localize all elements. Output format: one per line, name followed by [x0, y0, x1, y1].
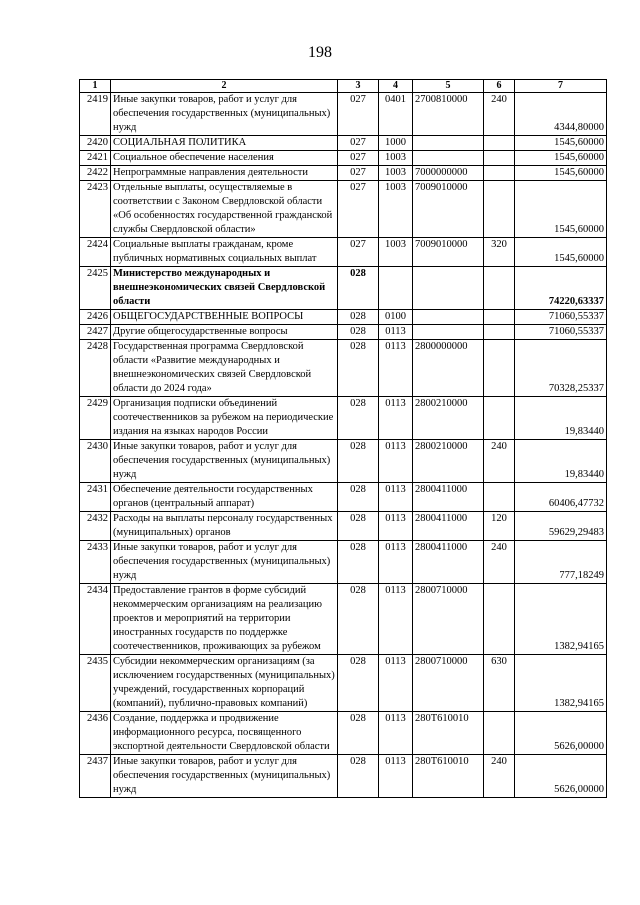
column-header-1: 1 [80, 80, 111, 93]
table-row [80, 755, 607, 798]
column-header-5: 5 [413, 80, 484, 93]
row-amount: 70328,25337 [515, 340, 607, 397]
row-code-5: 7009010000 [413, 181, 484, 238]
row-name: СОЦИАЛЬНАЯ ПОЛИТИКА [111, 136, 338, 151]
row-number: 2421 [80, 151, 111, 166]
row-number: 2423 [80, 181, 111, 238]
row-amount: 60406,47732 [515, 483, 607, 512]
row-number: 2429 [80, 397, 111, 440]
row-number: 2425 [80, 267, 111, 310]
row-code-5: 2800000000 [413, 340, 484, 397]
table-row [80, 166, 607, 181]
row-name: Обеспечение деятельности государственных органов (центральный аппарат) [111, 483, 338, 512]
row-number: 2437 [80, 755, 111, 798]
row-name: Другие общегосударственные вопросы [111, 325, 338, 340]
row-amount: 1382,94165 [515, 655, 607, 712]
row-number: 2433 [80, 541, 111, 584]
row-amount: 71060,55337 [515, 325, 607, 340]
column-header-3: 3 [338, 80, 379, 93]
table-row [80, 440, 607, 483]
row-code-6: 320 [484, 238, 515, 267]
row-number: 2436 [80, 712, 111, 755]
row-code-6 [484, 584, 515, 655]
row-code-5: 2800710000 [413, 655, 484, 712]
row-code-3: 028 [338, 512, 379, 541]
table-row [80, 340, 607, 397]
row-code-6: 630 [484, 655, 515, 712]
row-code-3: 027 [338, 166, 379, 181]
row-name: Иные закупки товаров, работ и услуг для обеспечения государственных (муниципальных) нужд [111, 541, 338, 584]
row-amount: 5626,00000 [515, 712, 607, 755]
row-number: 2432 [80, 512, 111, 541]
row-code-5: 7009010000 [413, 238, 484, 267]
row-number: 2422 [80, 166, 111, 181]
row-name: Непрограммные направления деятельности [111, 166, 338, 181]
row-code-5: 2700810000 [413, 93, 484, 136]
row-code-6: 240 [484, 93, 515, 136]
row-amount: 1545,60000 [515, 181, 607, 238]
row-number: 2420 [80, 136, 111, 151]
row-code-6: 120 [484, 512, 515, 541]
row-code-3: 027 [338, 238, 379, 267]
row-amount: 19,83440 [515, 397, 607, 440]
table-row [80, 136, 607, 151]
table-row [80, 93, 607, 136]
row-name: Иные закупки товаров, работ и услуг для обеспечения государственных (муниципальных) нужд [111, 93, 338, 136]
row-code-5: 2800210000 [413, 397, 484, 440]
row-code-6 [484, 340, 515, 397]
row-name: Государственная программа Свердловской области «Развитие международных и внешнеэкономических связей Свердловской области до 2024 года» [111, 340, 338, 397]
row-code-4: 0113 [379, 584, 413, 655]
row-code-3: 027 [338, 151, 379, 166]
row-code-6 [484, 151, 515, 166]
row-code-6 [484, 267, 515, 310]
row-code-6: 240 [484, 541, 515, 584]
row-code-3: 028 [338, 397, 379, 440]
table-row [80, 238, 607, 267]
row-amount: 1382,94165 [515, 584, 607, 655]
row-code-5: 2800411000 [413, 512, 484, 541]
row-code-4: 0113 [379, 655, 413, 712]
row-code-4: 1003 [379, 181, 413, 238]
column-header-6: 6 [484, 80, 515, 93]
row-code-6 [484, 712, 515, 755]
row-number: 2434 [80, 584, 111, 655]
row-code-4: 1003 [379, 166, 413, 181]
row-code-5 [413, 310, 484, 325]
table-row [80, 512, 607, 541]
table-row [80, 151, 607, 166]
row-code-5: 7000000000 [413, 166, 484, 181]
row-code-3: 027 [338, 136, 379, 151]
table-row [80, 541, 607, 584]
table-row [80, 325, 607, 340]
row-name: Иные закупки товаров, работ и услуг для обеспечения государственных (муниципальных) нужд [111, 755, 338, 798]
row-code-6: 240 [484, 755, 515, 798]
row-name: ОБЩЕГОСУДАРСТВЕННЫЕ ВОПРОСЫ [111, 310, 338, 325]
row-code-5: 280Т610010 [413, 755, 484, 798]
row-code-5 [413, 267, 484, 310]
row-code-3: 028 [338, 712, 379, 755]
row-name: Социальные выплаты гражданам, кроме публичных нормативных социальных выплат [111, 238, 338, 267]
row-code-4 [379, 267, 413, 310]
row-name: Отдельные выплаты, осуществляемые в соответствии с Законом Свердловской области «Об особенностях государственной гражданской службы Свердловской области» [111, 181, 338, 238]
row-name: Иные закупки товаров, работ и услуг для обеспечения государственных (муниципальных) нужд [111, 440, 338, 483]
table-row [80, 310, 607, 325]
page-number: 198 [308, 44, 332, 61]
row-code-3: 027 [338, 93, 379, 136]
row-amount: 4344,80000 [515, 93, 607, 136]
row-code-4: 0113 [379, 325, 413, 340]
row-code-3: 027 [338, 181, 379, 238]
row-code-3: 028 [338, 267, 379, 310]
table-row [80, 712, 607, 755]
row-code-4: 0113 [379, 541, 413, 584]
row-amount: 1545,60000 [515, 136, 607, 151]
row-number: 2435 [80, 655, 111, 712]
row-code-6: 240 [484, 440, 515, 483]
budget-table [79, 79, 607, 798]
row-code-6 [484, 310, 515, 325]
row-amount: 71060,55337 [515, 310, 607, 325]
row-code-6 [484, 483, 515, 512]
row-code-5 [413, 136, 484, 151]
table-row [80, 397, 607, 440]
row-code-3: 028 [338, 325, 379, 340]
row-code-3: 028 [338, 340, 379, 397]
row-code-3: 028 [338, 584, 379, 655]
row-code-4: 0100 [379, 310, 413, 325]
row-code-5: 2800411000 [413, 483, 484, 512]
row-amount: 1545,60000 [515, 238, 607, 267]
row-name: Создание, поддержка и продвижение информационного ресурса, посвященного экспортной деятельности Свердловской области [111, 712, 338, 755]
row-number: 2427 [80, 325, 111, 340]
row-code-3: 028 [338, 483, 379, 512]
row-number: 2424 [80, 238, 111, 267]
row-name: Субсидии некоммерческим организациям (за исключением государственных (муниципальных) учреждений, государственных корпораций (компаний), публично-правовых компаний) [111, 655, 338, 712]
row-code-3: 028 [338, 310, 379, 325]
row-code-5 [413, 151, 484, 166]
row-code-5 [413, 325, 484, 340]
row-code-5: 2800411000 [413, 541, 484, 584]
table-header-row [80, 80, 607, 93]
column-header-4: 4 [379, 80, 413, 93]
row-code-3: 028 [338, 655, 379, 712]
row-amount: 19,83440 [515, 440, 607, 483]
row-number: 2419 [80, 93, 111, 136]
row-code-4: 0113 [379, 712, 413, 755]
row-code-4: 1003 [379, 151, 413, 166]
row-amount: 59629,29483 [515, 512, 607, 541]
row-code-6 [484, 136, 515, 151]
row-code-4: 0113 [379, 340, 413, 397]
row-name: Расходы на выплаты персоналу государственных (муниципальных) органов [111, 512, 338, 541]
row-name: Министерство международных и внешнеэкономических связей Свердловской области [111, 267, 338, 310]
table-body [80, 93, 607, 798]
column-header-7: 7 [515, 80, 607, 93]
row-code-4: 0113 [379, 440, 413, 483]
row-amount: 1545,60000 [515, 166, 607, 181]
row-amount: 5626,00000 [515, 755, 607, 798]
column-header-2: 2 [111, 80, 338, 93]
table-row [80, 584, 607, 655]
row-number: 2426 [80, 310, 111, 325]
row-code-5: 2800210000 [413, 440, 484, 483]
row-amount: 1545,60000 [515, 151, 607, 166]
row-code-4: 0113 [379, 512, 413, 541]
row-number: 2430 [80, 440, 111, 483]
row-name: Организация подписки объединений соотечественников за рубежом на периодические издания на языках народов России [111, 397, 338, 440]
table-row [80, 483, 607, 512]
table-row [80, 655, 607, 712]
row-code-4: 1000 [379, 136, 413, 151]
row-code-4: 0401 [379, 93, 413, 136]
row-code-4: 1003 [379, 238, 413, 267]
row-code-5: 2800710000 [413, 584, 484, 655]
row-amount: 74220,63337 [515, 267, 607, 310]
row-code-5: 280Т610010 [413, 712, 484, 755]
row-code-6 [484, 325, 515, 340]
row-code-4: 0113 [379, 483, 413, 512]
row-code-6 [484, 181, 515, 238]
row-code-6 [484, 397, 515, 440]
row-code-3: 028 [338, 440, 379, 483]
row-amount: 777,18249 [515, 541, 607, 584]
table-row [80, 267, 607, 310]
row-code-4: 0113 [379, 755, 413, 798]
row-number: 2431 [80, 483, 111, 512]
row-name: Социальное обеспечение населения [111, 151, 338, 166]
row-code-3: 028 [338, 755, 379, 798]
row-name: Предоставление грантов в форме субсидий некоммерческим организациям на реализацию проектов и мероприятий на территории иностранных государств по поддержке соотечественников, проживающих за рубежом [111, 584, 338, 655]
row-code-3: 028 [338, 541, 379, 584]
table-row [80, 181, 607, 238]
row-code-4: 0113 [379, 397, 413, 440]
row-number: 2428 [80, 340, 111, 397]
row-code-6 [484, 166, 515, 181]
